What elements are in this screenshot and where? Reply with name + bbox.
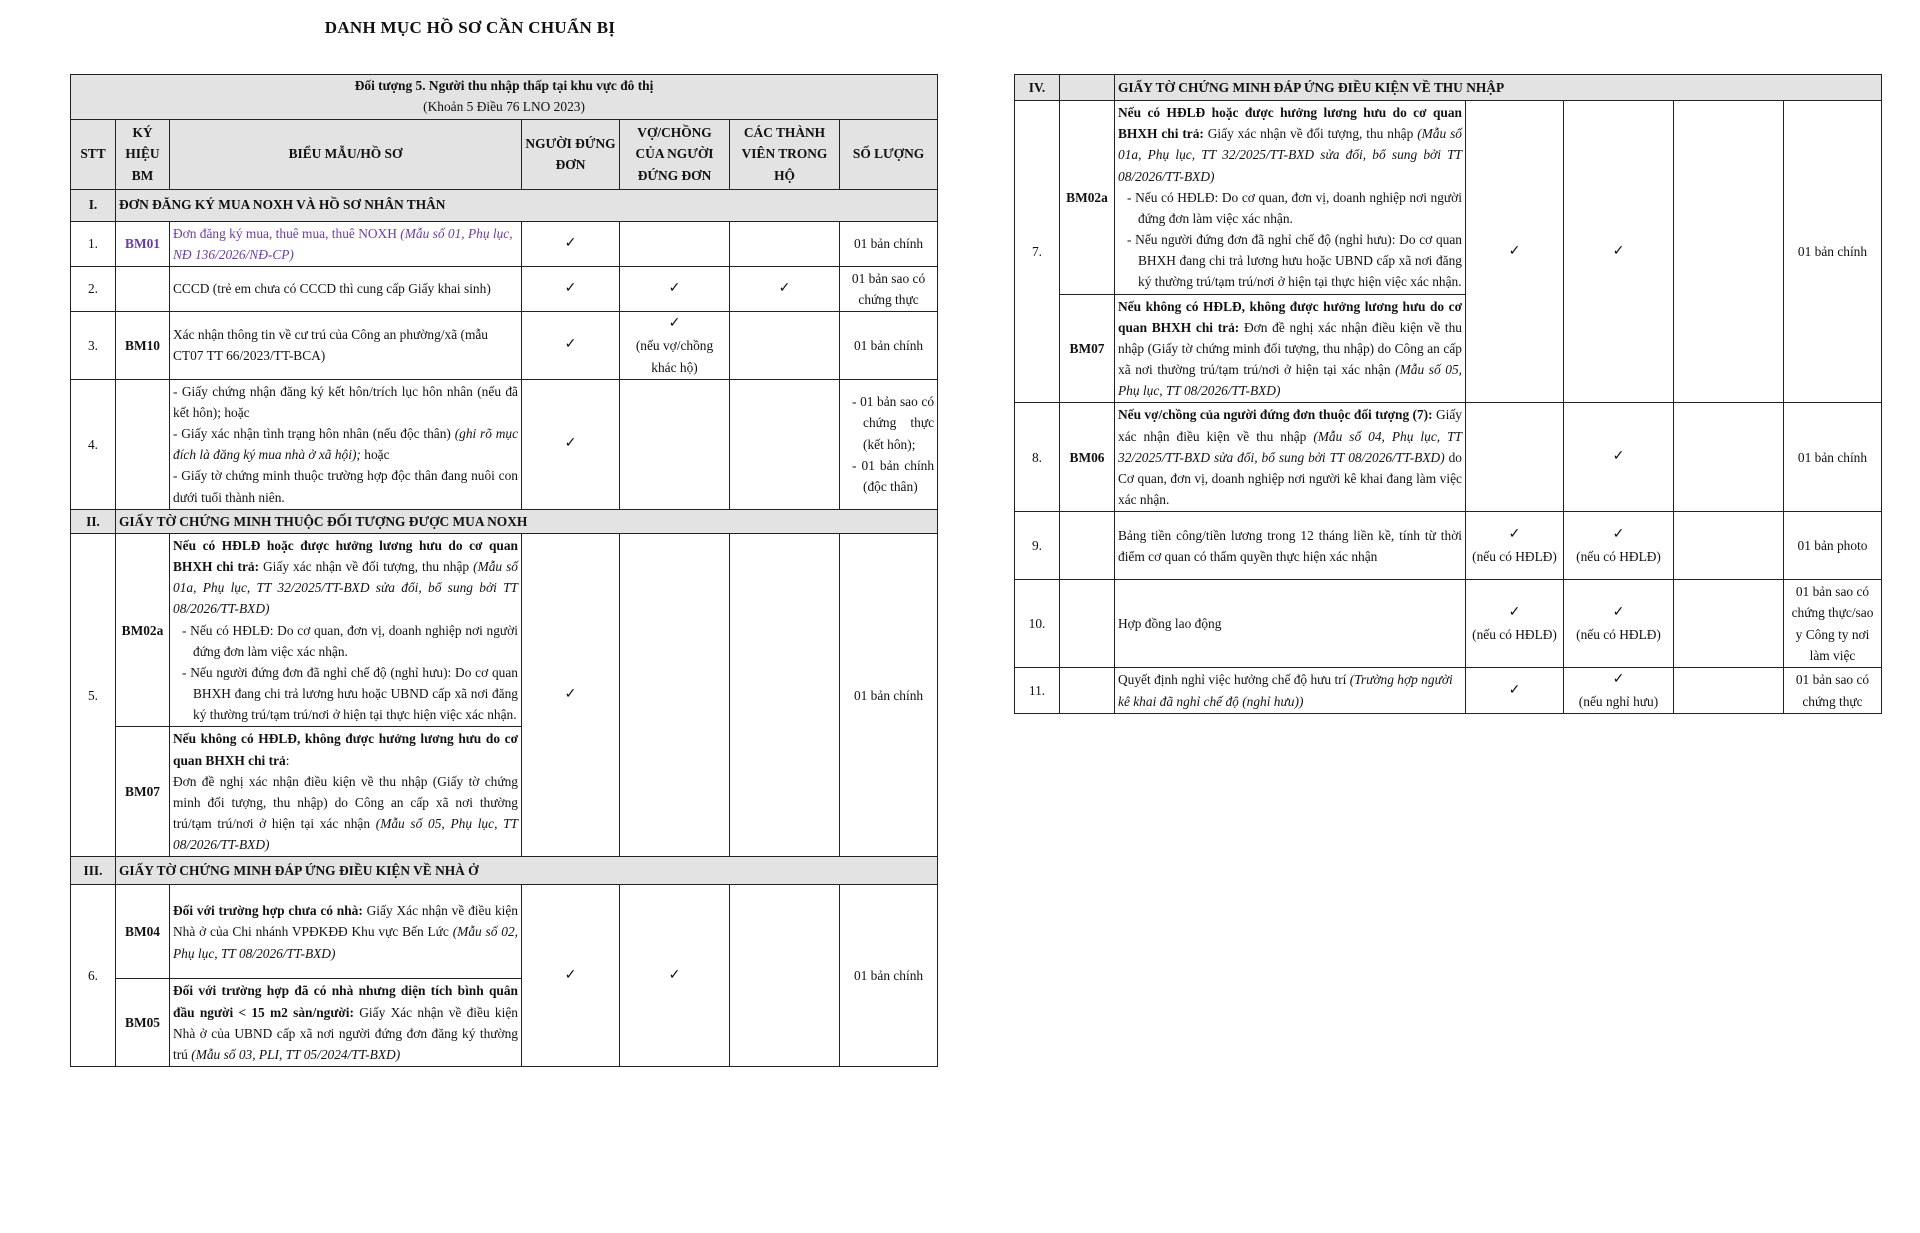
form-code: BM07 [1060, 294, 1115, 403]
form-code: BM06 [1060, 403, 1115, 512]
table-row: 2. CCCD (trẻ em chưa có CCCD thì cung cấp Giấy khai sinh) ✓ ✓ ✓ 01 bản sao có chứng thực [71, 266, 938, 311]
table-row: 9. Bảng tiền công/tiền lương trong 12 tháng liền kề, tính từ thời điểm cơ quan có thẩm quyền thực hiện xác nhận ✓ (nếu có HĐLĐ) ✓ (nếu có HĐLĐ) 01 bản photo [1015, 512, 1882, 580]
header-quantity: SỐ LƯỢNG [840, 119, 938, 189]
check-icon: ✓ [522, 885, 620, 1067]
table-row: BM07 Nếu không có HĐLĐ, không được hưởng lương hưu do cơ quan BHXH chi trả: Đơn đề nghị xác nhận điều kiện về thu nhập (Giấy tờ chứng minh đối tượng, thu nhập) do Công an cấp xã nơi thường trú/tạm trú/nơi ở hiện tại xác nhận (Mẫu số 05, Phụ lục, TT 08/2026/TT-BXD) [1015, 294, 1882, 403]
table-row: 3. BM10 Xác nhận thông tin về cư trú của Công an phường/xã (mẫu CT07 TT 66/2023/TT-BCA) ✓ ✓ (nếu vợ/chồng khác hộ) 01 bản chính [71, 312, 938, 379]
check-icon: ✓ [1612, 671, 1625, 687]
check-icon: ✓ [668, 316, 681, 332]
form-code: BM04 [116, 885, 170, 979]
section-row: III. GIẤY TỜ CHỨNG MINH ĐÁP ỨNG ĐIỀU KIỆN VỀ NHÀ Ở [71, 857, 938, 885]
header-applicant: NGƯỜI ĐỨNG ĐƠN [522, 119, 620, 189]
check-icon: ✓ [522, 266, 620, 311]
table-row: 8. BM06 Nếu vợ/chồng của người đứng đơn thuộc đối tượng (7): Giấy xác nhận điều kiện về thu nhập (Mẫu số 04, Phụ lục, TT 32/2025/TT-BXD sửa đổi, bổ sung bởi TT 08/2026/TT-BXD) do Cơ quan, đơn vị, doanh nghiệp nơi người kê khai đang làm việc xác nhận. ✓ 01 bản chính [1015, 403, 1882, 512]
section-row: IV. GIẤY TỜ CHỨNG MINH ĐÁP ỨNG ĐIỀU KIỆN VỀ THU NHẬP [1015, 75, 1882, 101]
check-icon: ✓ [1564, 403, 1674, 512]
left-table [70, 74, 938, 1067]
check-icon: ✓ [1564, 101, 1674, 403]
form-code: BM10 [116, 312, 170, 379]
form-code: BM07 [116, 727, 170, 857]
table-row: 4. - Giấy chứng nhận đăng ký kết hôn/trích lục hôn nhân (nếu đã kết hôn); hoặc - Giấy xác nhận tình trạng hôn nhân (nếu độc thân) (ghi rõ mục đích là đăng ký mua nhà ở xã hội); hoặc - Giấy tờ chứng minh thuộc trường hợp độc thân đang nuôi con dưới tuổi thành niên. ✓ - 01 bản sao có chứng thực (kết hôn); - 01 bản chính (độc thân) [71, 379, 938, 509]
check-icon: ✓ [1508, 527, 1521, 543]
check-icon: ✓ [1466, 667, 1564, 713]
check-icon: ✓ [1508, 604, 1521, 620]
form-code: BM02a [116, 533, 170, 727]
check-icon: ✓ [522, 533, 620, 857]
right-table [1014, 74, 1882, 714]
header-doc: BIỂU MẪU/HỒ SƠ [170, 119, 522, 189]
check-icon: ✓ [730, 266, 840, 311]
table-row: 10. Hợp đồng lao động ✓ (nếu có HĐLĐ) ✓ (nếu có HĐLĐ) 01 bản sao có chứng thực/sao y Công ty nơi làm việc [1015, 580, 1882, 668]
header-members: CÁC THÀNH VIÊN TRONG HỘ [730, 119, 840, 189]
form-code: BM05 [116, 979, 170, 1067]
check-icon: ✓ [620, 266, 730, 311]
check-icon: ✓ [522, 221, 620, 266]
table-row: BM07 Nếu không có HĐLĐ, không được hưởng lương hưu do cơ quan BHXH chi trả: Đơn đề nghị xác nhận điều kiện về thu nhập (Giấy tờ chứng minh đối tượng, thu nhập) do Công an cấp xã nơi thường trú/tạm trú/nơi ở hiện tại xác nhận (Mẫu số 05, Phụ lục, TT 08/2026/TT-BXD) [71, 727, 938, 857]
section-row: I. ĐƠN ĐĂNG KÝ MUA NOXH VÀ HỒ SƠ NHÂN THÂN [71, 189, 938, 221]
table-caption: Đối tượng 5. Người thu nhập thấp tại khu vực đô thị (Khoản 5 Điều 76 LNO 2023) [71, 75, 938, 120]
check-icon: ✓ [1612, 604, 1625, 620]
check-icon: ✓ [1466, 101, 1564, 403]
table-row: 11. Quyết định nghỉ việc hưởng chế độ hưu trí (Trường hợp người kê khai đã nghỉ chế độ (nghỉ hưu)) ✓ ✓ (nếu nghỉ hưu) 01 bản sao có chứng thực [1015, 667, 1882, 713]
table-row: 7. BM02a Nếu có HĐLĐ hoặc được hưởng lương hưu do cơ quan BHXH chi trả: Giấy xác nhận về đối tượng, thu nhập (Mẫu số 01a, Phụ lục, TT 32/2025/TT-BXD sửa đổi, bổ sung bởi TT 08/2026/TT-BXD) - Nếu có HĐLĐ: Do cơ quan, đơn vị, doanh nghiệp nơi người đứng đơn làm việc xác nhận. - Nếu người đứng đơn đã nghỉ chế độ (nghỉ hưu): Do cơ quan BHXH đang chi trả lương hưu hoặc UBND cấp xã nơi đăng ký thường trú/tạm trú/nơi ở hiện tại thực hiện việc xác nhận. ✓ ✓ 01 bản chính [1015, 101, 1882, 295]
form-code: BM02a [1060, 101, 1115, 295]
table-row: BM05 Đối với trường hợp đã có nhà nhưng diện tích bình quân đầu người < 15 m2 sàn/người: Giấy Xác nhận về điều kiện Nhà ở của UBND cấp xã nơi người đứng đơn đăng ký thường trú (Mẫu số 03, PLI, TT 05/2024/TT-BXD) [71, 979, 938, 1067]
form-code: BM01 [116, 221, 170, 266]
header-spouse: VỢ/CHỒNG CỦA NGƯỜI ĐỨNG ĐƠN [620, 119, 730, 189]
table-row: 6. BM04 Đối với trường hợp chưa có nhà: Giấy Xác nhận về điều kiện Nhà ở của Chi nhánh VPĐKĐĐ Khu vực Bến Lức (Mẫu số 02, Phụ lục, TT 08/2026/TT-BXD) ✓ ✓ 01 bản chính [71, 885, 938, 979]
check-icon: ✓ [1612, 527, 1625, 543]
page-title: DANH MỤC HỒ SƠ CẦN CHUẨN BỊ [324, 18, 616, 37]
header-stt: STT [71, 119, 116, 189]
check-icon: ✓ [620, 885, 730, 1067]
table-row: 5. BM02a Nếu có HĐLĐ hoặc được hưởng lương hưu do cơ quan BHXH chi trả: Giấy xác nhận về đối tượng, thu nhập (Mẫu số 01a, Phụ lục, TT 32/2025/TT-BXD sửa đổi, bổ sung bởi TT 08/2026/TT-BXD) - Nếu có HĐLĐ: Do cơ quan, đơn vị, doanh nghiệp nơi người đứng đơn làm việc xác nhận. - Nếu người đứng đơn đã nghỉ chế độ (nghỉ hưu): Do cơ quan BHXH đang chi trả lương hưu hoặc UBND cấp xã nơi đăng ký thường trú/tạm trú/nơi ở hiện tại thực hiện việc xác nhận. ✓ 01 bản chính [71, 533, 938, 727]
check-icon: ✓ [522, 312, 620, 379]
section-row: II. GIẤY TỜ CHỨNG MINH THUỘC ĐỐI TƯỢNG ĐƯỢC MUA NOXH [71, 509, 938, 533]
table-row: 1. BM01 Đơn đăng ký mua, thuê mua, thuê NOXH (Mẫu số 01, Phụ lục, NĐ 136/2026/NĐ-CP) ✓ 01 bản chính [71, 221, 938, 266]
check-icon: ✓ [522, 379, 620, 509]
header-code: KÝ HIỆU BM [116, 119, 170, 189]
